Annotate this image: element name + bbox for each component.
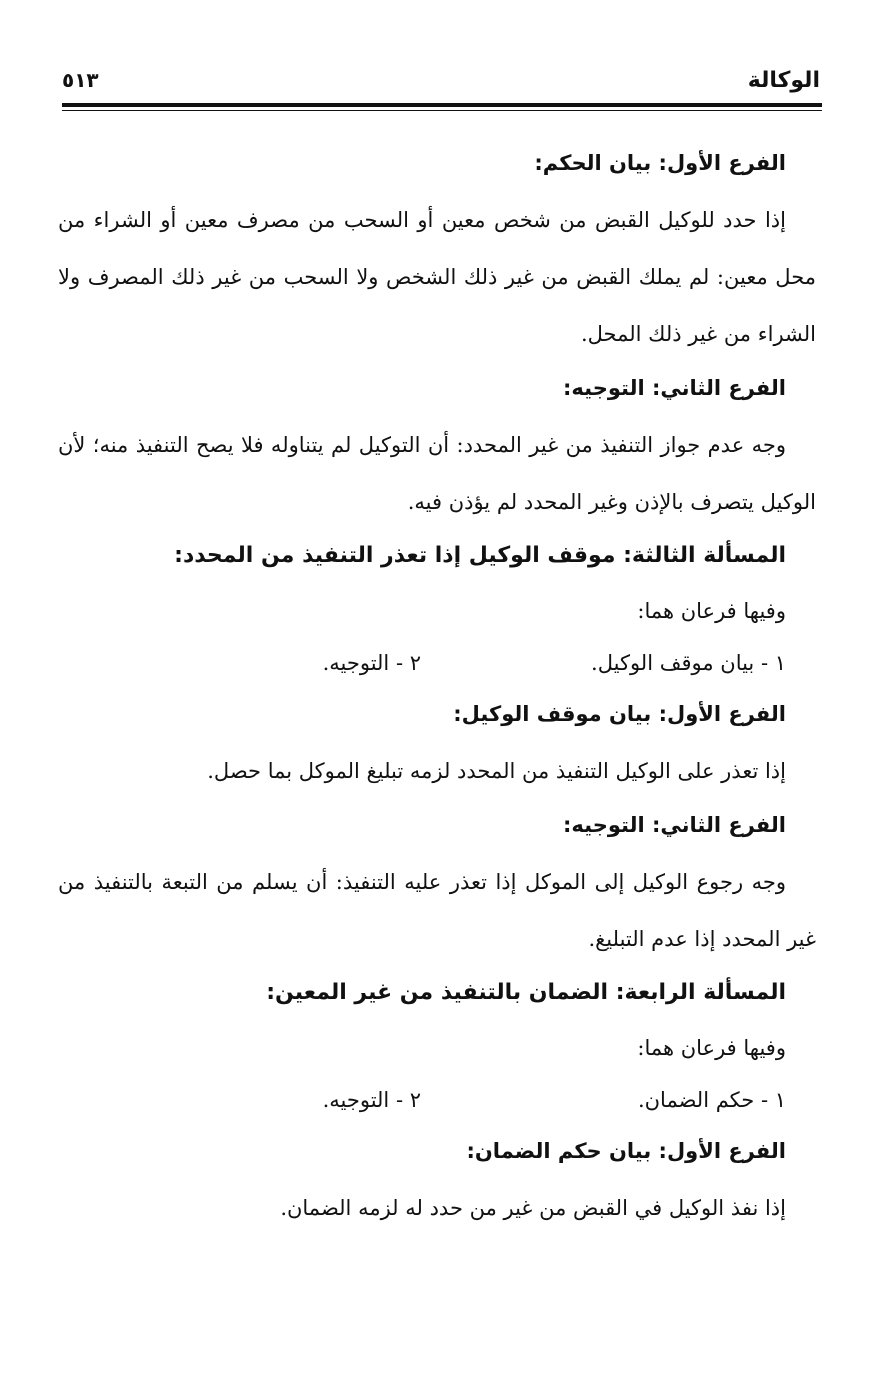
- section-heading: الفرع الأول: بيان الحكم:: [534, 151, 786, 175]
- section-heading: الفرع الأول: بيان موقف الوكيل:: [453, 702, 786, 726]
- list-row: [58, 637, 816, 689]
- section-heading: الفرع الثاني: التوجيه:: [563, 376, 786, 400]
- issue-heading: المسألة الثالثة: موقف الوكيل إذا تعذر التنفيذ من المحدد:: [174, 543, 786, 568]
- paragraph-text: إذا تعذر على الوكيل التنفيذ من المحدد لزمه تبليغ الموكل بما حصل.: [207, 759, 786, 783]
- paragraph: [58, 1180, 816, 1237]
- issue-heading: المسألة الرابعة: الضمان بالتنفيذ من غير المعين:: [266, 980, 786, 1005]
- paragraph-text: إذا حدد للوكيل القبض من شخص معين أو السحب من مصرف معين أو الشراء من محل معين: لم يملك القبض من غير ذلك الشخص ولا السحب من غير ذلك المصرف ولا الشراء من غير ذلك المحل.: [58, 208, 816, 346]
- intro-line: وفيها فرعان هما:: [637, 1036, 786, 1060]
- running-title: الوكالة: [747, 68, 820, 93]
- paragraph-text: وجه رجوع الوكيل إلى الموكل إذا تعذر عليه التنفيذ: أن يسلم من التبعة بالتنفيذ من غير المحدد إذا عدم التبليغ.: [58, 870, 816, 951]
- paragraph: [58, 192, 816, 363]
- header-rule-thin: [62, 110, 822, 111]
- section-heading: الفرع الأول: بيان حكم الضمان:: [466, 1139, 786, 1163]
- paragraph: [58, 743, 816, 800]
- page-number: ٥١٣: [62, 68, 99, 92]
- page-content: [58, 138, 816, 1237]
- paragraph-text: وجه عدم جواز التنفيذ من غير المحدد: أن التوكيل لم يتناوله فلا يصح التنفيذ منه؛ لأن الوكيل يتصرف بالإذن وغير المحدد لم يؤذن فيه.: [58, 433, 816, 514]
- list-item: ٢ - التوجيه.: [322, 1088, 421, 1112]
- paragraph: [58, 417, 816, 531]
- list-item: ١ - حكم الضمان.: [637, 1088, 786, 1112]
- list-item: ٢ - التوجيه.: [322, 651, 421, 675]
- list-row: [58, 1074, 816, 1126]
- intro-line: وفيها فرعان هما:: [637, 599, 786, 623]
- section-heading: الفرع الثاني: التوجيه:: [563, 813, 786, 837]
- list-item: ١ - بيان موقف الوكيل.: [591, 651, 786, 675]
- paragraph-text: إذا نفذ الوكيل في القبض من غير من حدد له لزمه الضمان.: [280, 1196, 786, 1220]
- header-rule-thick: [62, 103, 822, 107]
- paragraph: [58, 854, 816, 968]
